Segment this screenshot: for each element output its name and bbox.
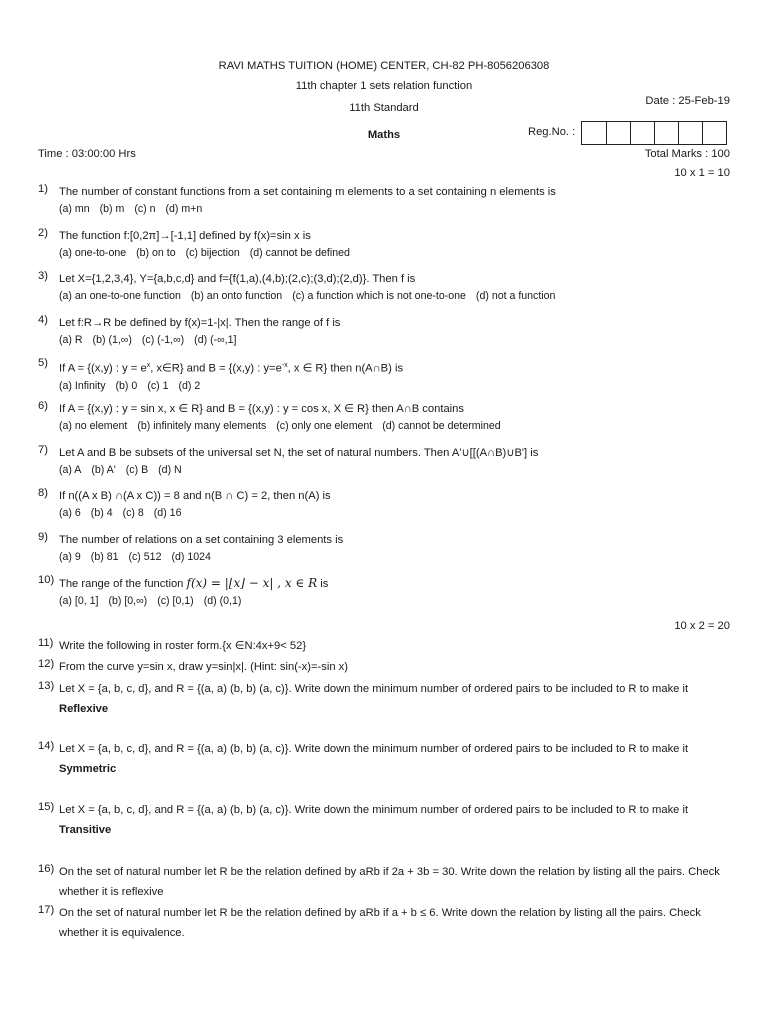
option: (d) 1024	[171, 551, 211, 563]
question-text: Let X = {a, b, c, d}, and R = {(a, a) (b, b) (a, c)}. Write down the minimum number of ordered pairs to be included to R to make it	[59, 804, 689, 816]
question	[38, 862, 730, 902]
options	[59, 464, 730, 477]
question-text: From the curve y=sin x, draw y=sin|x|. (Hint: sin(-x)=-sin x)	[59, 661, 348, 673]
question	[38, 679, 730, 719]
standard: 11th Standard	[349, 102, 419, 114]
section-marks: 10 x 1 = 10	[674, 167, 730, 179]
option: (d) 2	[178, 379, 201, 392]
reg-digit-box[interactable]	[606, 122, 630, 144]
option: (a) an one-to-one function	[59, 290, 181, 302]
question-text	[59, 356, 730, 379]
question-text: On the set of natural number let R be the relation defined by aRb if a + b ≤ 6. Write down the relation by listing all the pairs. Check whether it is equivalence.	[59, 907, 701, 939]
question-number: 12)	[38, 658, 55, 670]
option: (b) m	[99, 203, 125, 215]
question-number: 2)	[38, 227, 48, 239]
total-marks: Total Marks : 100	[644, 148, 730, 160]
question	[38, 443, 730, 477]
question	[38, 486, 730, 520]
question-text: If A = {(x,y) : y = sin x, x ∈ R} and B = {(x,y) : y = cos x, X ∈ R} then A∩B contains	[59, 403, 464, 415]
question-text: On the set of natural number let R be the relation defined by aRb if 2a + 3b = 30. Write down the relation by listing all the pairs. Check whether it is reflexive	[59, 866, 720, 898]
option: (a) one-to-one	[59, 247, 127, 259]
question	[38, 530, 730, 564]
option: (b) A'	[91, 464, 116, 476]
question-number: 3)	[38, 270, 48, 282]
option: (c) 512	[128, 551, 162, 563]
question-text: Let A and B be subsets of the universal set N, the set of natural numbers. Then A'∪[[(A∩B)∪B'] is	[59, 447, 539, 459]
date: Date : 25-Feb-19	[645, 95, 730, 107]
option: (c) 1	[147, 379, 169, 392]
center-name: RAVI MATHS TUITION (HOME) CENTER, CH-82 PH-8056206308	[218, 60, 550, 72]
time: Time : 03:00:00 Hrs	[38, 148, 136, 160]
reg-digit-box[interactable]	[582, 122, 606, 144]
option: (a) [0, 1]	[59, 595, 99, 607]
reg-digit-box[interactable]	[654, 122, 678, 144]
question-text-part: , x ∈ R} then n(A∩B) is	[287, 362, 404, 375]
question-number: 17)	[38, 904, 55, 916]
math-expression: f(x) = |⌊x⌋ − x| , x ∈ R	[186, 576, 318, 590]
question	[38, 313, 730, 347]
question-text: If n((A x B) ∩(A x C)) = 8 and n(B ∩ C) = 2, then n(A) is	[59, 490, 331, 502]
option: (c) a function which is not one-to-one	[292, 290, 466, 302]
option: (b) [0,∞)	[108, 595, 148, 607]
question-number: 1)	[38, 183, 48, 195]
option: (c) (-1,∞)	[141, 334, 185, 346]
option: (d) not a function	[475, 290, 556, 302]
superscript: -x	[281, 362, 288, 369]
option: (b) 81	[90, 551, 119, 563]
question-number: 16)	[38, 863, 55, 875]
reg-digit-box[interactable]	[678, 122, 702, 144]
option: (a) Infinity	[59, 379, 106, 392]
option: (c) bijection	[185, 247, 240, 259]
option: (d) (0,1)	[203, 595, 242, 607]
question-number: 13)	[38, 680, 55, 692]
options	[59, 551, 730, 564]
question	[38, 636, 730, 656]
question	[38, 657, 730, 677]
question	[38, 800, 730, 840]
reg-digit-box[interactable]	[702, 122, 726, 144]
question-label: Reflexive	[59, 703, 109, 715]
question-text-part: , x∈R} and B = {(x,y) : y=e	[150, 362, 282, 375]
options	[59, 247, 730, 260]
option: (c) [0,1)	[157, 595, 194, 607]
question	[38, 269, 730, 303]
question-number: 10)	[38, 574, 55, 586]
options	[59, 203, 730, 216]
section-marks: 10 x 2 = 20	[674, 620, 730, 632]
question-number: 6)	[38, 400, 48, 412]
question-text: Let X={1,2,3,4}, Y={a,b,c,d} and f={f(1,a),(4,b);(2,c);(3,d);(2,d)}. Then f is	[59, 273, 416, 285]
option: (b) (1,∞)	[92, 334, 132, 346]
question-label: Symmetric	[59, 763, 117, 775]
question	[38, 226, 730, 260]
question-text: The number of relations on a set containing 3 elements is	[59, 534, 344, 546]
question-text-part: If A = {(x,y) : y = e	[59, 362, 147, 375]
question	[38, 356, 730, 393]
question	[38, 573, 730, 608]
option: (c) 8	[122, 507, 144, 519]
superscript: x	[146, 362, 151, 369]
option: (a) 6	[59, 507, 81, 519]
option: (a) no element	[59, 420, 128, 432]
option: (a) R	[59, 334, 83, 346]
options	[59, 380, 730, 393]
option: (a) A	[59, 464, 82, 476]
question-text	[59, 573, 730, 594]
option: (b) on to	[136, 247, 176, 259]
question	[38, 903, 730, 943]
question-text: Let X = {a, b, c, d}, and R = {(a, a) (b, b) (a, c)}. Write down the minimum number of ordered pairs to be included to R to make it	[59, 743, 689, 755]
question-label: Transitive	[59, 824, 112, 836]
question-number: 15)	[38, 801, 55, 813]
option: (b) 0	[115, 379, 138, 392]
question-text-part: The range of the function	[59, 578, 184, 590]
option: (d) m+n	[165, 203, 203, 215]
reg-no-boxes[interactable]	[581, 121, 727, 145]
option: (d) (-∞,1]	[194, 334, 237, 346]
question-number: 14)	[38, 740, 55, 752]
question-number: 8)	[38, 487, 48, 499]
question-text-part: is	[320, 578, 329, 590]
options	[59, 334, 730, 347]
option: (b) an onto function	[190, 290, 283, 302]
options	[59, 595, 730, 608]
options	[59, 420, 730, 433]
question-number: 5)	[38, 357, 48, 369]
option: (d) cannot be defined	[249, 247, 350, 259]
reg-no-label: Reg.No. :	[528, 126, 576, 138]
options	[59, 507, 730, 520]
question	[38, 399, 730, 433]
option: (d) N	[158, 464, 182, 476]
option: (a) mn	[59, 203, 90, 215]
option: (c) n	[134, 203, 156, 215]
question-number: 7)	[38, 444, 48, 456]
question-number: 9)	[38, 531, 48, 543]
question-text: Let f:R→R be defined by f(x)=1-|x|. Then the range of f is	[59, 317, 341, 329]
question-text: Write the following in roster form.{x ∈N:4x+9< 52}	[59, 640, 307, 652]
option: (b) 4	[90, 507, 113, 519]
option: (d) 16	[153, 507, 182, 519]
question	[38, 739, 730, 779]
option: (d) cannot be determined	[382, 420, 501, 432]
reg-digit-box[interactable]	[630, 122, 654, 144]
option: (a) 9	[59, 551, 81, 563]
question	[38, 182, 730, 216]
question-text: The number of constant functions from a set containing m elements to a set containing n elements is	[59, 186, 556, 198]
question-text: The function f:[0,2π]→[-1,1] defined by f(x)=sin x is	[59, 230, 311, 242]
subject: Maths	[367, 129, 401, 141]
options	[59, 290, 730, 303]
question-text: Let X = {a, b, c, d}, and R = {(a, a) (b, b) (a, c)}. Write down the minimum number of ordered pairs to be included to R to make it	[59, 683, 689, 695]
option: (c) only one element	[276, 420, 373, 432]
option: (b) infinitely many elements	[137, 420, 267, 432]
question-number: 4)	[38, 314, 48, 326]
question-number: 11)	[38, 637, 54, 649]
chapter-title: 11th chapter 1 sets relation function	[295, 80, 473, 92]
option: (c) B	[125, 464, 149, 476]
